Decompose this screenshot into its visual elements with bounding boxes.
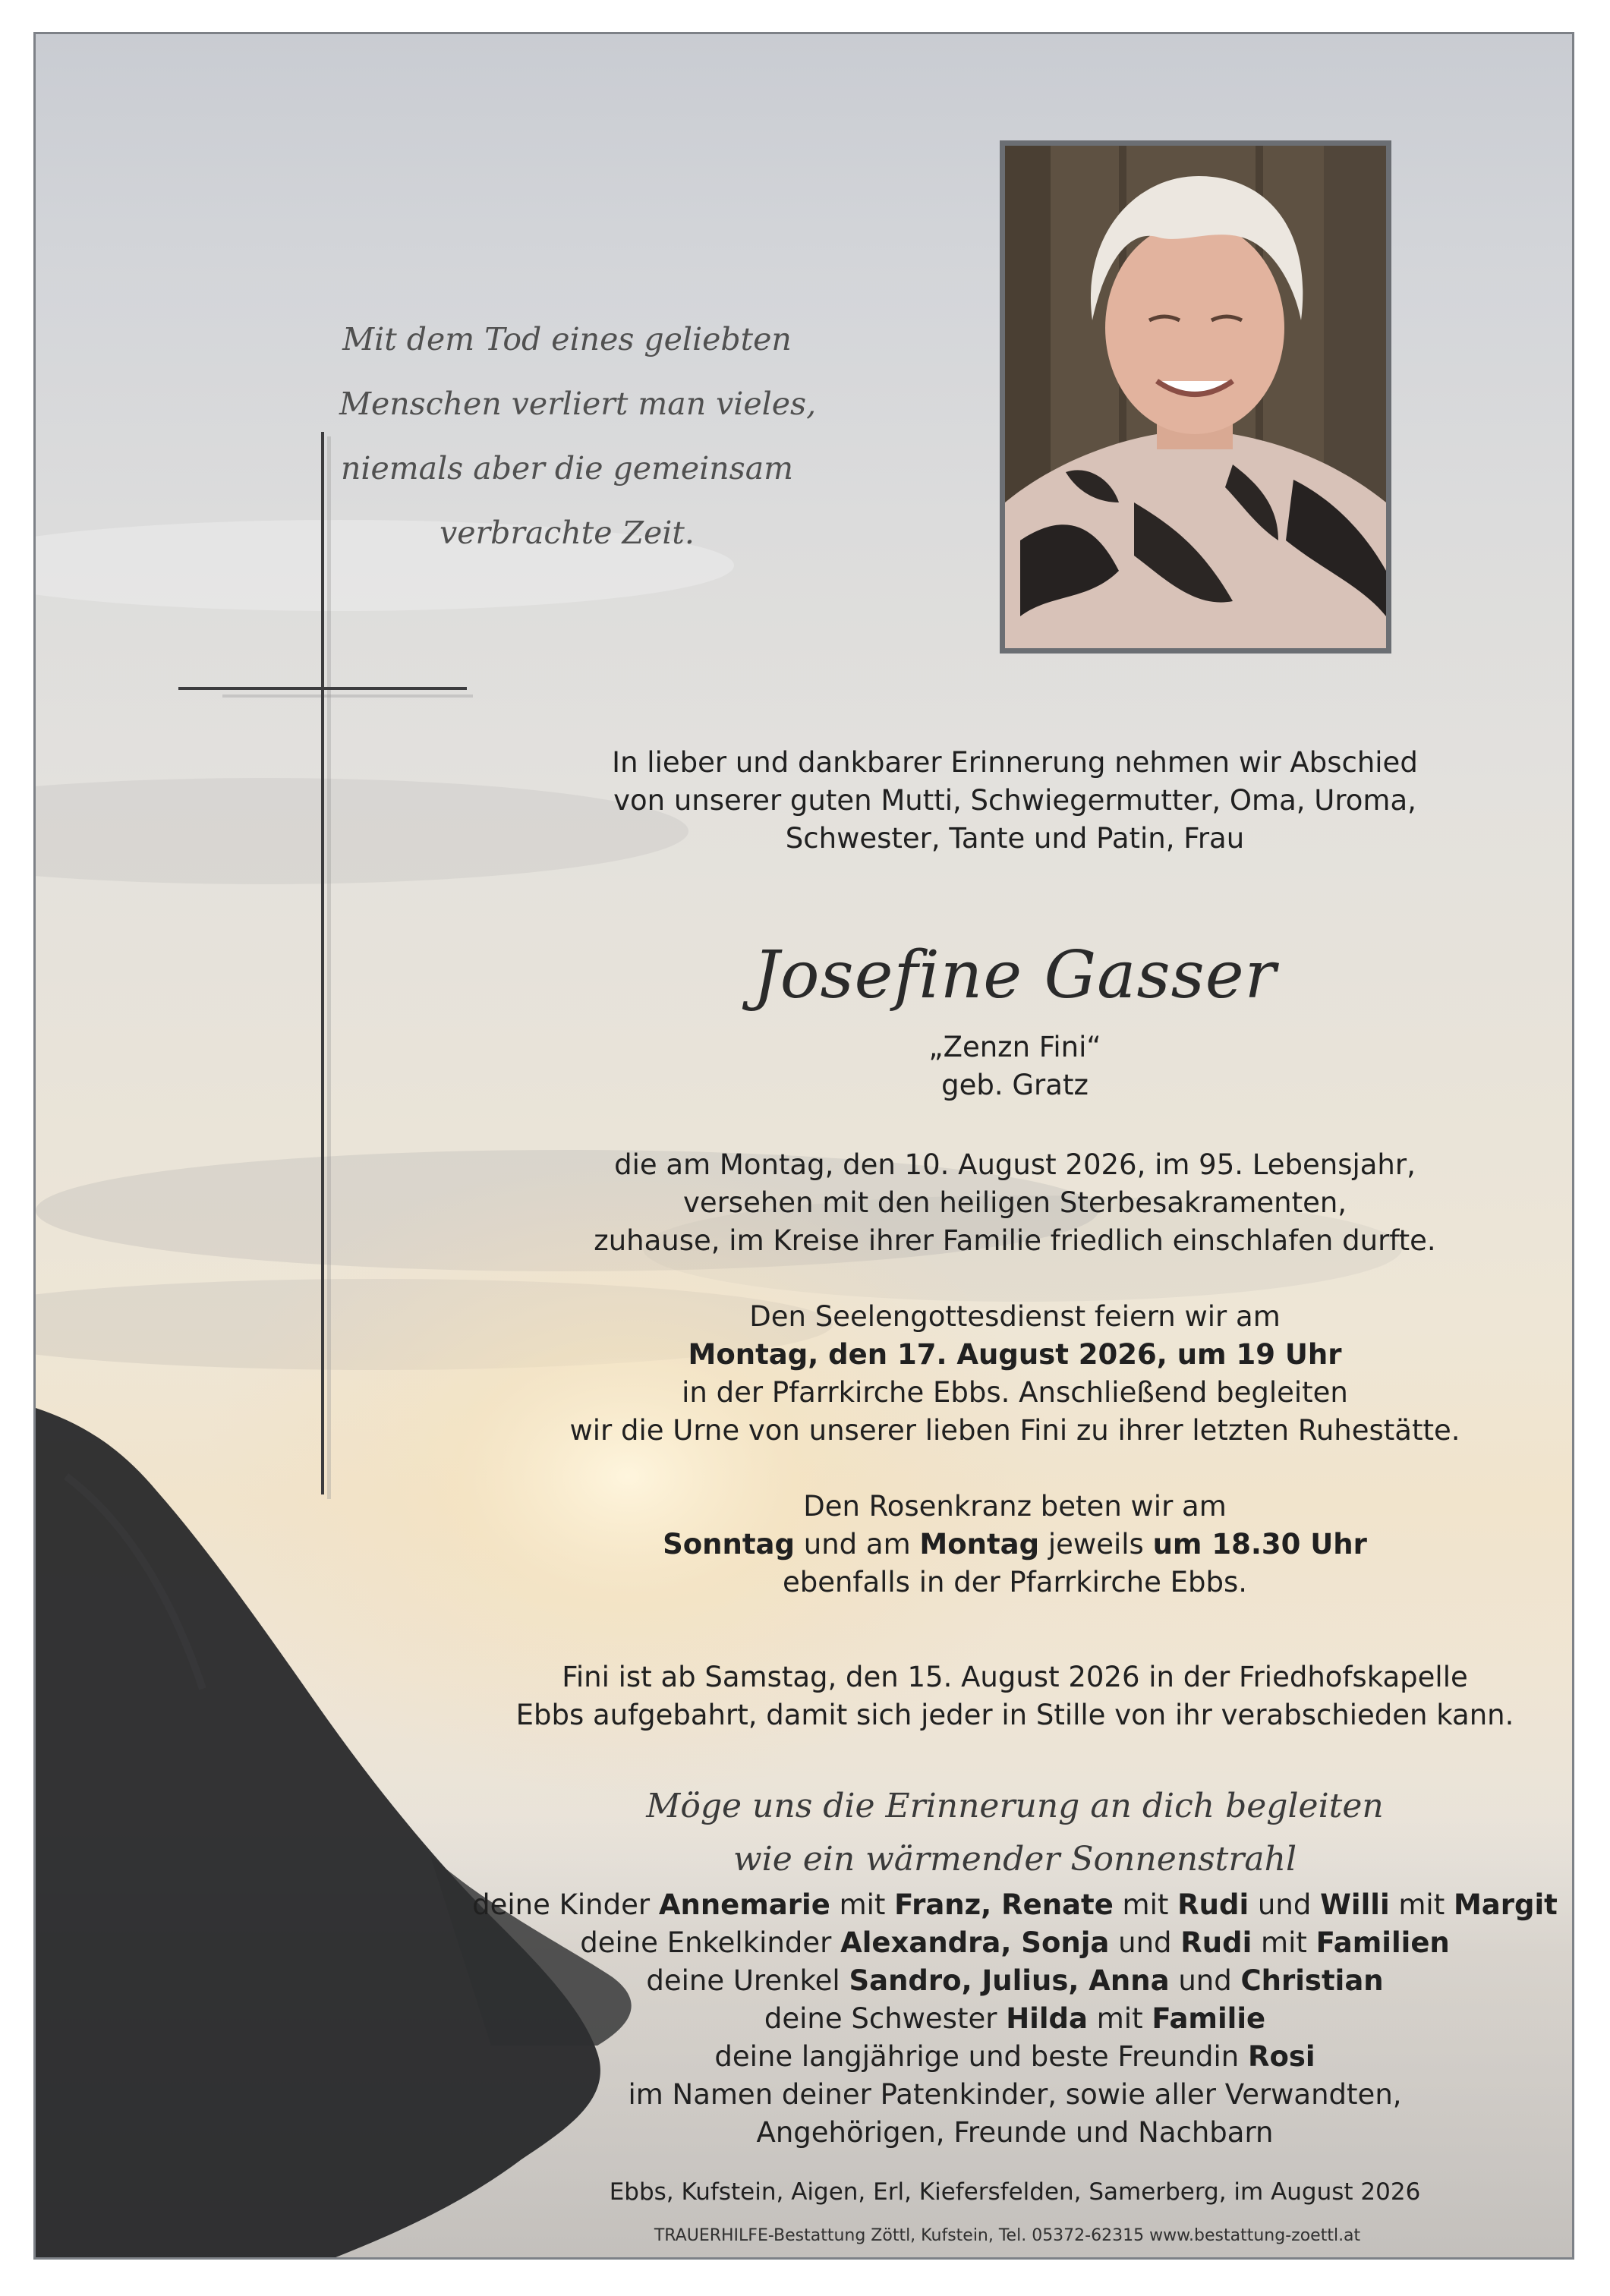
mourners-great-grandchildren bbox=[461, 1962, 1569, 2000]
mourner-name: Rudi bbox=[1177, 1888, 1249, 1921]
rosary-line: ebenfalls in der Pfarrkirche Ebbs. bbox=[782, 1566, 1248, 1598]
deceased-name: Josefine Gasser bbox=[753, 937, 1277, 1013]
intro-line: In lieber und dankbarer Erinnerung nehmen wir Abschied bbox=[612, 746, 1418, 779]
obituary-card bbox=[33, 32, 1574, 2260]
funeral-line: in der Pfarrkirche Ebbs. Anschließend begleiten bbox=[682, 1376, 1348, 1409]
rosary-day: Montag bbox=[919, 1528, 1040, 1561]
funeral-home-footer: TRAUERHILFE-Bestattung Zöttl, Kufstein, Tel. 05372-62315 www.bestattung-zoettl.at bbox=[654, 2226, 1361, 2245]
mourners-list bbox=[461, 1886, 1569, 2152]
mourner-name: Rosi bbox=[1248, 2040, 1315, 2073]
mourner-name: Alexandra, Sonja bbox=[840, 1926, 1110, 1959]
mourner-text: deine Urenkel bbox=[646, 1964, 849, 1997]
rosary-text: jeweils bbox=[1039, 1528, 1153, 1561]
place-date-line: Ebbs, Kufstein, Aigen, Erl, Kiefersfelden, Samerberg, im August 2026 bbox=[609, 2178, 1421, 2206]
cross-shadow-horizontal bbox=[222, 694, 473, 698]
mourner-text: mit bbox=[830, 1888, 895, 1921]
closing-quote bbox=[597, 1780, 1432, 1886]
mourner-name: Familie bbox=[1152, 2002, 1266, 2035]
mourner-text: deine Kinder bbox=[472, 1888, 659, 1921]
viewing-info bbox=[461, 1658, 1569, 1734]
quote-line: niemals aber die gemeinsam bbox=[340, 450, 794, 487]
mourner-text: und bbox=[1109, 1926, 1181, 1959]
mourner-text: deine Enkelkinder bbox=[580, 1926, 841, 1959]
mourner-text: mit bbox=[1113, 1888, 1178, 1921]
intro-line: von unserer guten Mutti, Schwiegermutter, Oma, Uroma, bbox=[613, 784, 1416, 817]
mourner-name: Annemarie bbox=[658, 1888, 830, 1921]
maiden-name: geb. Gratz bbox=[941, 1069, 1089, 1101]
mourner-name: Familien bbox=[1315, 1926, 1450, 1959]
viewing-line: Fini ist ab Samstag, den 15. August 2026 in der Friedhofskapelle bbox=[562, 1661, 1468, 1693]
mourner-text: mit bbox=[1252, 1926, 1316, 1959]
closing-quote-line: Möge uns die Erinnerung an dich begleiten bbox=[646, 1787, 1384, 1825]
death-notice-line: die am Montag, den 10. August 2026, im 95. Lebensjahr, bbox=[614, 1148, 1416, 1181]
mourners-relatives: Angehörigen, Freunde und Nachbarn bbox=[756, 2116, 1274, 2149]
mourner-name: Rudi bbox=[1180, 1926, 1252, 1959]
rosary-time: um 18.30 Uhr bbox=[1152, 1528, 1367, 1561]
mourner-text: mit bbox=[1088, 2002, 1152, 2035]
mourners-sister bbox=[461, 2000, 1569, 2038]
intro-text bbox=[461, 744, 1569, 858]
mourner-text: mit bbox=[1389, 1888, 1454, 1921]
mourner-text: deine Schwester bbox=[764, 2002, 1007, 2035]
rosary-day: Sonntag bbox=[663, 1528, 795, 1561]
funeral-line: Den Seelengottesdienst feiern wir am bbox=[749, 1300, 1281, 1333]
rosary-times bbox=[461, 1526, 1569, 1564]
opening-quote bbox=[339, 307, 817, 565]
funeral-date: Montag, den 17. August 2026, um 19 Uhr bbox=[688, 1338, 1342, 1371]
cross-horizontal-bar bbox=[178, 687, 467, 690]
nickname: „Zenzn Fini“ bbox=[928, 1031, 1101, 1063]
portrait-photo bbox=[1000, 140, 1391, 654]
mourners-friend bbox=[461, 2038, 1569, 2076]
cross-vertical-bar bbox=[321, 432, 324, 1494]
rosary bbox=[461, 1488, 1569, 1602]
mourner-name: Hilda bbox=[1006, 2002, 1088, 2035]
cross-shadow-vertical bbox=[327, 436, 331, 1499]
mourners-grandchildren bbox=[461, 1924, 1569, 1962]
mourners-children bbox=[461, 1886, 1569, 1924]
death-notice-line: versehen mit den heiligen Sterbesakramenten, bbox=[682, 1186, 1347, 1219]
funeral-line: wir die Urne von unserer lieben Fini zu ihrer letzten Ruhestätte. bbox=[569, 1414, 1460, 1447]
mourners-godchildren: im Namen deiner Patenkinder, sowie aller Verwandten, bbox=[628, 2078, 1402, 2111]
intro-line: Schwester, Tante und Patin, Frau bbox=[785, 822, 1245, 855]
death-notice-line: zuhause, im Kreise ihrer Familie friedlich einschlafen durfte. bbox=[594, 1224, 1436, 1257]
mourner-text: deine langjährige und beste Freundin bbox=[714, 2040, 1248, 2073]
quote-line: verbrachte Zeit. bbox=[440, 515, 695, 551]
mourner-name: Sandro, Julius, Anna bbox=[849, 1964, 1170, 1997]
place-and-date bbox=[461, 2173, 1569, 2211]
mourner-text: und bbox=[1169, 1964, 1241, 1997]
quote-line: Menschen verliert man vieles, bbox=[339, 386, 817, 422]
mourner-name: Willi bbox=[1320, 1888, 1390, 1921]
viewing-line: Ebbs aufgebahrt, damit sich jeder in Stille von ihr verabschieden kann. bbox=[515, 1699, 1514, 1731]
rosary-text: und am bbox=[795, 1528, 920, 1561]
mourner-text: und bbox=[1249, 1888, 1321, 1921]
closing-quote-line: wie ein wärmender Sonnenstrahl bbox=[733, 1840, 1297, 1879]
death-notice bbox=[461, 1146, 1569, 1260]
mourner-name: Christian bbox=[1240, 1964, 1384, 1997]
mourner-name: Margit bbox=[1453, 1888, 1558, 1921]
quote-line: Mit dem Tod eines geliebten bbox=[342, 321, 792, 357]
mourner-name: Franz, Renate bbox=[894, 1888, 1114, 1921]
deceased-details bbox=[461, 1028, 1569, 1104]
funeral-service bbox=[461, 1298, 1569, 1450]
rosary-line: Den Rosenkranz beten wir am bbox=[803, 1490, 1227, 1523]
